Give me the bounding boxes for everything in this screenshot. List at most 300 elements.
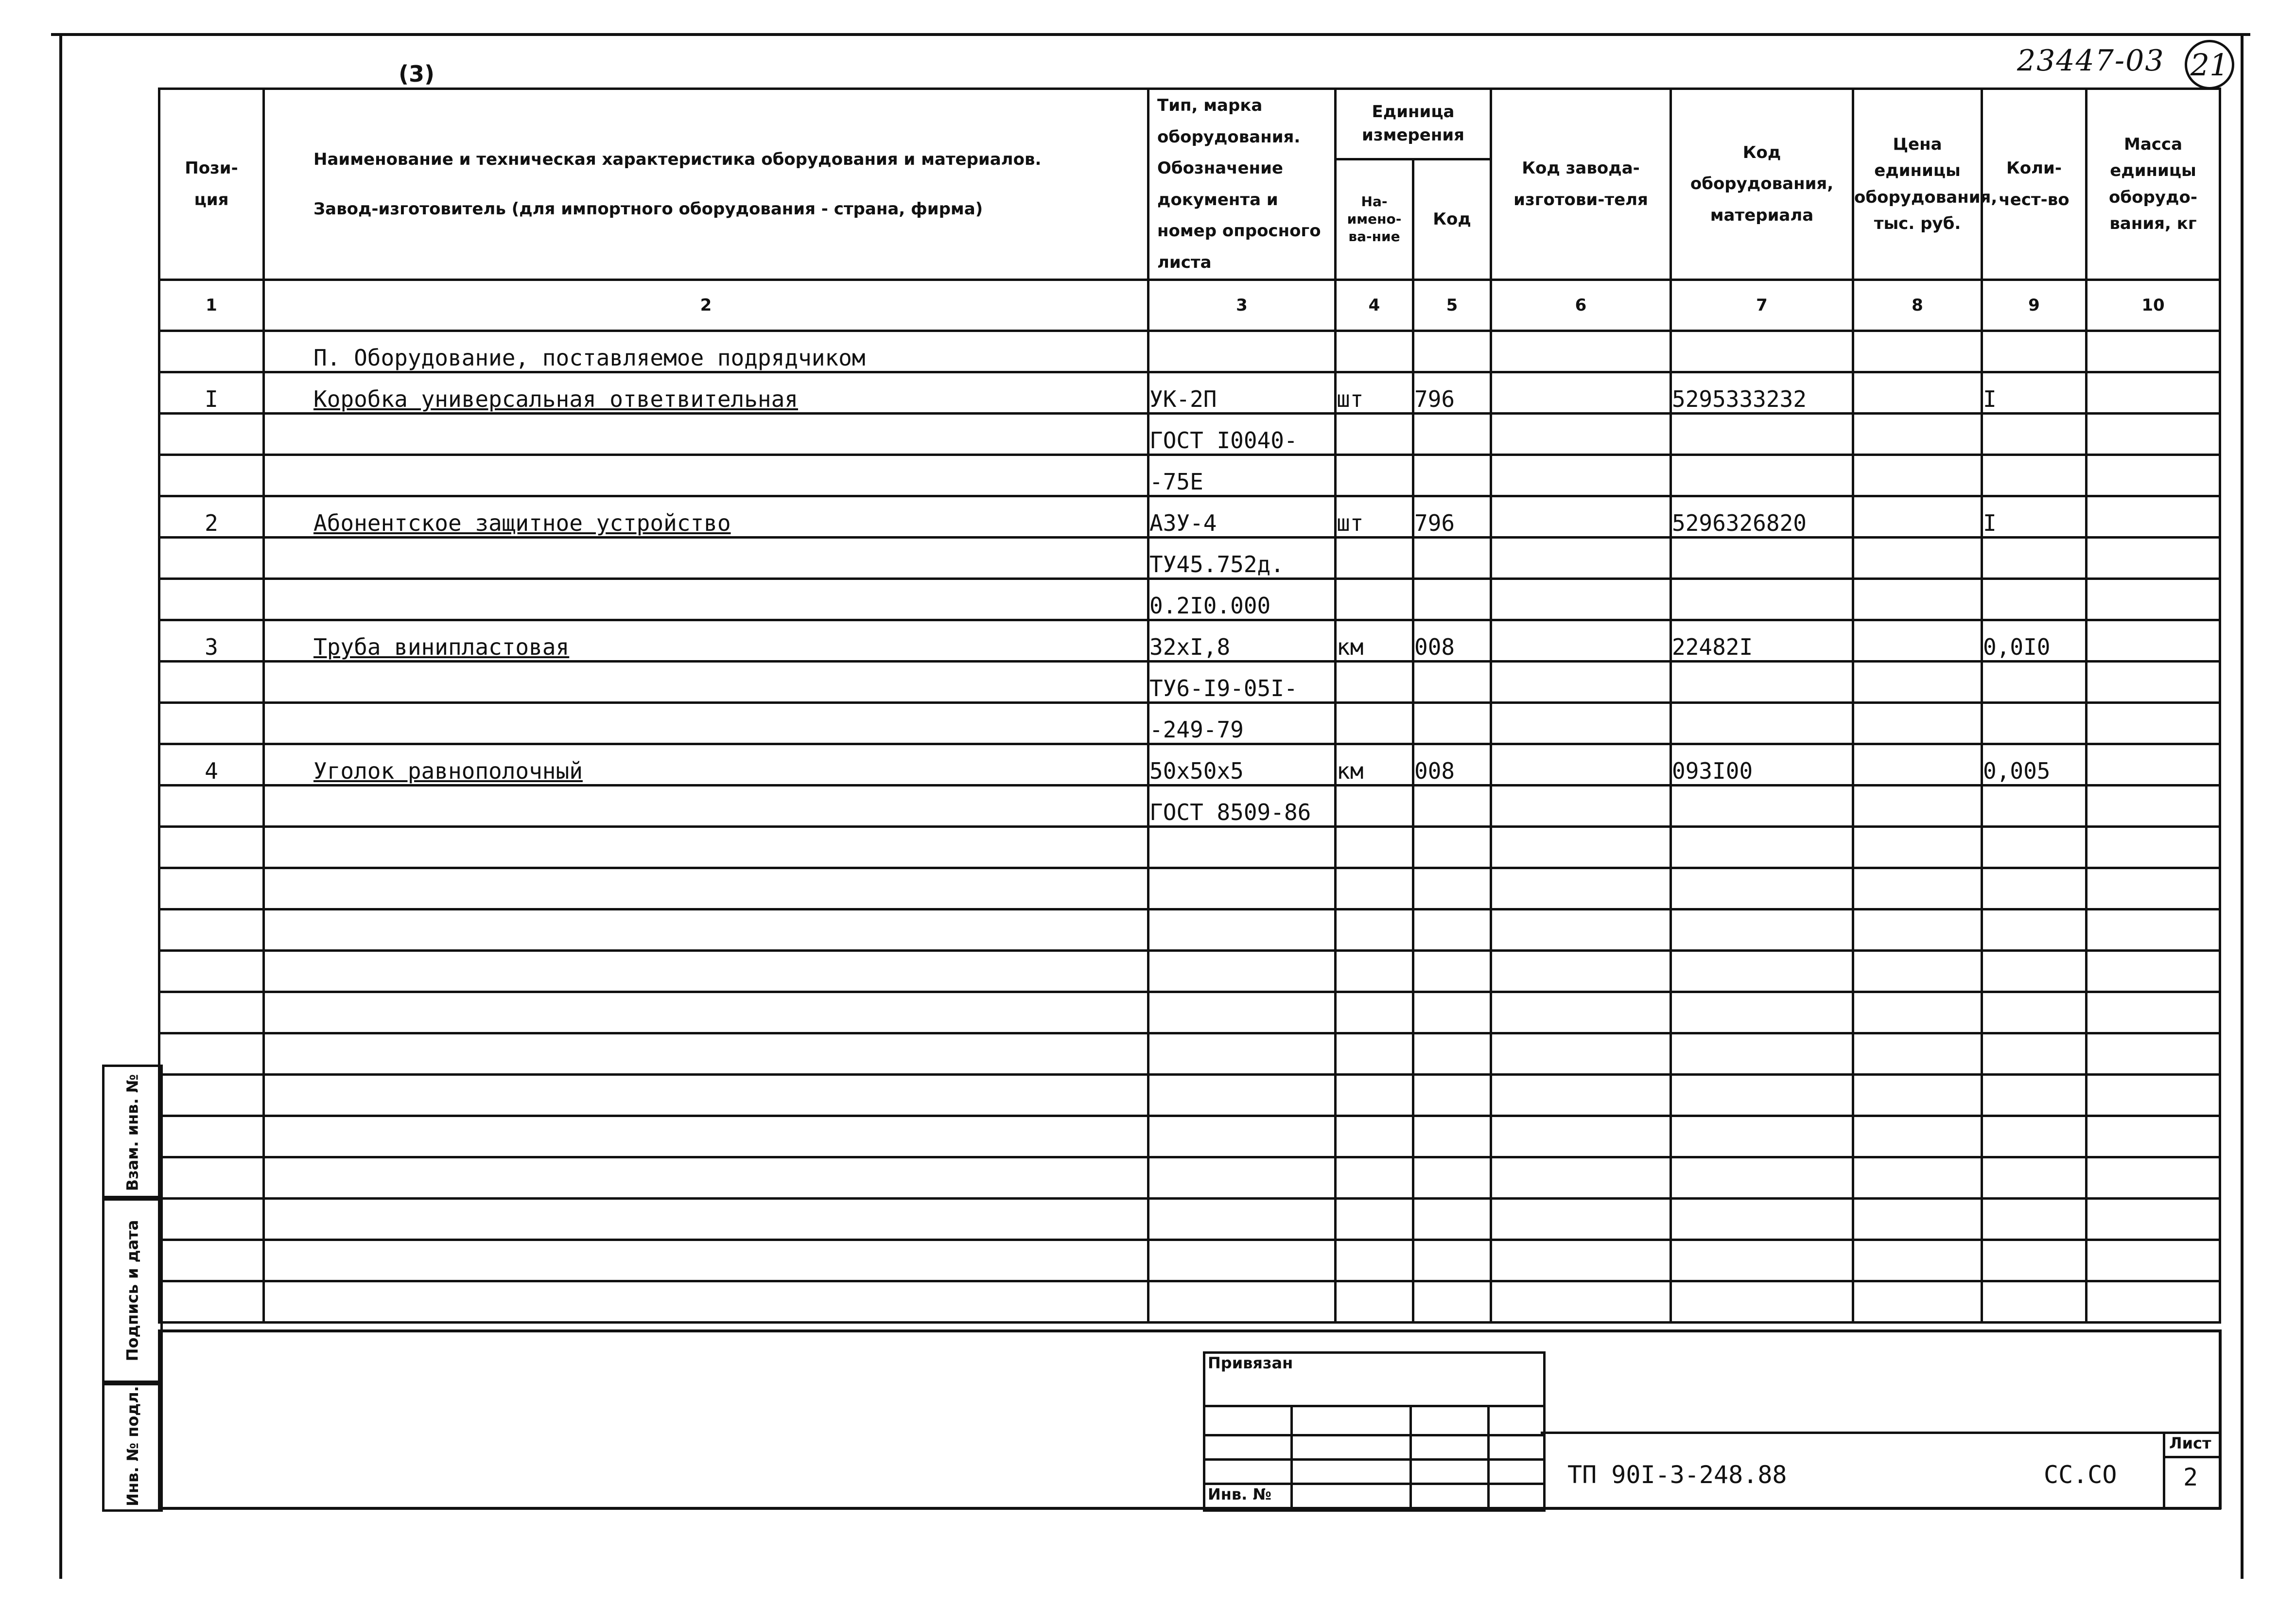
table-row	[159, 744, 2220, 785]
cell-empty	[1491, 992, 1671, 1033]
cell-mass	[2087, 785, 2220, 826]
cell-ucode: 796	[1413, 372, 1491, 413]
cell-empty	[264, 1033, 1148, 1074]
empty-row	[159, 868, 2220, 909]
cell-empty	[1336, 992, 1413, 1033]
col-header-unit-code: Код	[1413, 159, 1491, 280]
cell-mass	[2087, 331, 2220, 372]
cell-type: УК-2П	[1148, 372, 1336, 413]
bottom-block-right	[2219, 1329, 2222, 1509]
cell-mfr	[1491, 578, 1671, 620]
cell-type: АЗУ-4	[1148, 496, 1336, 537]
table-row	[159, 454, 2220, 496]
cell-empty	[159, 992, 264, 1033]
cell-price	[1853, 331, 1982, 372]
empty-row	[159, 1198, 2220, 1240]
cell-empty	[1853, 1074, 1982, 1116]
cell-ucode	[1413, 702, 1491, 744]
cell-code	[1671, 413, 1853, 454]
cell-qty	[1982, 413, 2087, 454]
cell-empty	[1982, 1033, 2087, 1074]
cell-empty	[2087, 826, 2220, 868]
cell-empty	[1491, 1116, 1671, 1157]
cell-empty	[159, 1116, 264, 1157]
cell-code	[1671, 537, 1853, 578]
cell-type: -249-79	[1148, 702, 1336, 744]
cell-unit	[1336, 454, 1413, 496]
table-row	[159, 578, 2220, 620]
cell-empty	[1671, 909, 1853, 950]
cell-type	[1148, 331, 1336, 372]
cell-ucode	[1413, 661, 1491, 702]
cell-empty	[1671, 1074, 1853, 1116]
cell-code	[1671, 331, 1853, 372]
cell-empty	[1413, 992, 1491, 1033]
stamp-signature-date: Подпись и дата	[102, 1196, 163, 1385]
cell-type: 0.2I0.000	[1148, 578, 1336, 620]
cell-empty	[1982, 992, 2087, 1033]
cell-pos	[159, 702, 264, 744]
column-number: 7	[1671, 280, 1853, 331]
cell-ucode	[1413, 785, 1491, 826]
cell-unit: км	[1336, 744, 1413, 785]
bottom-block-left	[158, 1329, 161, 1509]
cell-empty	[1982, 868, 2087, 909]
cell-price	[1853, 744, 1982, 785]
cell-empty	[1413, 1240, 1491, 1281]
cell-empty	[1413, 868, 1491, 909]
cell-type: ГОСТ 8509-86	[1148, 785, 1336, 826]
binding-vline-1	[1290, 1405, 1293, 1507]
cell-ucode: 008	[1413, 620, 1491, 661]
cell-empty	[1148, 1157, 1336, 1198]
cell-empty	[1671, 1281, 1853, 1322]
binding-vline-3	[1487, 1405, 1490, 1507]
cell-code	[1671, 702, 1853, 744]
cell-ucode	[1413, 537, 1491, 578]
cell-empty	[1336, 1240, 1413, 1281]
cell-empty	[1982, 1157, 2087, 1198]
col-header-name: Наименование и техническая характеристика оборудования и материалов. Завод-изготовитель (для импортного оборудования - страна, фирма)	[264, 89, 1148, 280]
cell-price	[1853, 537, 1982, 578]
cell-empty	[1413, 1116, 1491, 1157]
cell-empty	[1853, 1240, 1982, 1281]
cell-empty	[159, 1074, 264, 1116]
cell-empty	[1336, 1116, 1413, 1157]
cell-pos	[159, 537, 264, 578]
frame-left	[59, 33, 62, 1579]
cell-name	[264, 454, 1148, 496]
empty-row	[159, 1116, 2220, 1157]
cell-unit	[1336, 413, 1413, 454]
cell-mass	[2087, 537, 2220, 578]
sheet-number: 2	[2183, 1463, 2198, 1491]
cell-mass	[2087, 578, 2220, 620]
cell-qty: 0,005	[1982, 744, 2087, 785]
cell-empty	[1336, 1198, 1413, 1240]
table-row	[159, 496, 2220, 537]
col-header-quantity: Коли-чест-во	[1982, 89, 2087, 280]
cell-empty	[264, 868, 1148, 909]
cell-ucode	[1413, 454, 1491, 496]
cell-empty	[2087, 1074, 2220, 1116]
sheet-label: Лист	[2169, 1434, 2211, 1452]
col-header-position: Пози- ция	[159, 89, 264, 280]
cell-empty	[1491, 1281, 1671, 1322]
cell-empty	[1336, 1033, 1413, 1074]
cell-empty	[1853, 1281, 1982, 1322]
cell-code	[1671, 661, 1853, 702]
cell-empty	[2087, 909, 2220, 950]
cell-code	[1671, 578, 1853, 620]
cell-empty	[264, 1198, 1148, 1240]
empty-row	[159, 1074, 2220, 1116]
document-code: СС.СО	[2044, 1461, 2117, 1489]
designation-top	[1541, 1432, 2221, 1434]
cell-price	[1853, 785, 1982, 826]
cell-unit	[1336, 661, 1413, 702]
cell-empty	[2087, 992, 2220, 1033]
cell-mfr	[1491, 744, 1671, 785]
cell-empty	[264, 950, 1148, 992]
cell-empty	[1413, 1198, 1491, 1240]
cell-empty	[1853, 826, 1982, 868]
cell-empty	[159, 1240, 264, 1281]
cell-qty: I	[1982, 496, 2087, 537]
cell-mass	[2087, 620, 2220, 661]
cell-empty	[2087, 950, 2220, 992]
cell-pos: 4	[159, 744, 264, 785]
cell-empty	[264, 1281, 1148, 1322]
cell-type: ГОСТ I0040-	[1148, 413, 1336, 454]
cell-empty	[1336, 909, 1413, 950]
table-row	[159, 785, 2220, 826]
cell-price	[1853, 372, 1982, 413]
cell-code: 5296326820	[1671, 496, 1853, 537]
col-header-unit: Единица измерения	[1336, 89, 1491, 159]
cell-type: -75Е	[1148, 454, 1336, 496]
cell-unit	[1336, 537, 1413, 578]
cell-empty	[1491, 950, 1671, 992]
cell-empty	[1853, 1116, 1982, 1157]
cell-empty	[1336, 950, 1413, 992]
header-row	[159, 89, 2220, 159]
cell-empty	[159, 1198, 264, 1240]
cell-unit	[1336, 785, 1413, 826]
cell-unit	[1336, 702, 1413, 744]
empty-row	[159, 826, 2220, 868]
cell-pos	[159, 454, 264, 496]
cell-pos	[159, 331, 264, 372]
cell-empty	[264, 826, 1148, 868]
cell-empty	[1336, 1074, 1413, 1116]
cell-mfr	[1491, 496, 1671, 537]
cell-empty	[1853, 909, 1982, 950]
table-row	[159, 331, 2220, 372]
column-number: 8	[1853, 280, 1982, 331]
cell-mfr	[1491, 661, 1671, 702]
table-row	[159, 372, 2220, 413]
cell-empty	[1148, 868, 1336, 909]
cell-qty: I	[1982, 372, 2087, 413]
empty-row	[159, 1033, 2220, 1074]
cell-empty	[1982, 909, 2087, 950]
bound-label: Привязан	[1208, 1354, 1293, 1372]
cell-empty	[1671, 992, 1853, 1033]
cell-price	[1853, 661, 1982, 702]
cell-empty	[1982, 1074, 2087, 1116]
cell-mass	[2087, 702, 2220, 744]
cell-name: Коробка универсальная ответвительная	[264, 372, 1148, 413]
cell-code: 5295333232	[1671, 372, 1853, 413]
cell-name	[264, 702, 1148, 744]
cell-empty	[1336, 1281, 1413, 1322]
cell-pos	[159, 413, 264, 454]
table-row	[159, 413, 2220, 454]
inv-label: Инв. №	[1208, 1485, 1271, 1503]
cell-qty	[1982, 785, 2087, 826]
cell-name: П. Оборудование, поставляемое подрядчиком	[264, 331, 1148, 372]
cell-ucode: 796	[1413, 496, 1491, 537]
cell-empty	[1413, 1281, 1491, 1322]
cell-mass	[2087, 661, 2220, 702]
cell-ucode	[1413, 331, 1491, 372]
cell-empty	[159, 868, 264, 909]
cell-ucode	[1413, 578, 1491, 620]
cell-pos	[159, 578, 264, 620]
cell-mfr	[1491, 785, 1671, 826]
cell-unit	[1336, 331, 1413, 372]
cell-mfr	[1491, 331, 1671, 372]
cell-empty	[1982, 1281, 2087, 1322]
cell-empty	[2087, 1116, 2220, 1157]
cell-type: ТУ45.752д.	[1148, 537, 1336, 578]
column-number: 6	[1491, 280, 1671, 331]
cell-unit: км	[1336, 620, 1413, 661]
col-header-unit-name: На-имено-ва-ние	[1336, 159, 1413, 280]
cell-empty	[1671, 1198, 1853, 1240]
col-header-mass: Масса единицы оборудо-вания, кг	[2087, 89, 2220, 280]
cell-name: Абонентское защитное устройство	[264, 496, 1148, 537]
cell-empty	[1982, 1240, 2087, 1281]
cell-empty	[1413, 1157, 1491, 1198]
cell-empty	[159, 826, 264, 868]
cell-empty	[1491, 1240, 1671, 1281]
cell-empty	[1671, 1157, 1853, 1198]
column-number: 1	[159, 280, 264, 331]
cell-price	[1853, 413, 1982, 454]
cell-empty	[1413, 1074, 1491, 1116]
cell-empty	[1853, 992, 1982, 1033]
cell-empty	[159, 909, 264, 950]
bottom-block-top	[158, 1329, 2221, 1332]
cell-empty	[1853, 950, 1982, 992]
empty-row	[159, 909, 2220, 950]
cell-qty	[1982, 537, 2087, 578]
cell-price	[1853, 496, 1982, 537]
cell-unit	[1336, 578, 1413, 620]
cell-type: 50х50х5	[1148, 744, 1336, 785]
col-header-type: Тип, марка оборудования. Обозначение документа и номер опросного листа	[1148, 89, 1336, 280]
cell-price	[1853, 454, 1982, 496]
cell-unit: шт	[1336, 496, 1413, 537]
cell-qty	[1982, 578, 2087, 620]
col-header-manufacturer-code: Код заводa-изготови-теля	[1491, 89, 1671, 280]
cell-unit: шт	[1336, 372, 1413, 413]
column-number: 9	[1982, 280, 2087, 331]
cell-empty	[1671, 826, 1853, 868]
cell-code	[1671, 785, 1853, 826]
cell-empty	[1671, 868, 1853, 909]
cell-empty	[1413, 826, 1491, 868]
cell-empty	[2087, 1157, 2220, 1198]
cell-empty	[1491, 1033, 1671, 1074]
sheet-box-left	[2163, 1432, 2165, 1509]
cell-pos: I	[159, 372, 264, 413]
cell-empty	[1336, 1157, 1413, 1198]
cell-mfr	[1491, 537, 1671, 578]
sheet-marker: (3)	[399, 61, 435, 87]
binding-line-3	[1203, 1458, 1543, 1461]
column-number: 10	[2087, 280, 2220, 331]
cell-ucode: 008	[1413, 744, 1491, 785]
empty-row	[159, 950, 2220, 992]
cell-name: Труба винипластовая	[264, 620, 1148, 661]
cell-mfr	[1491, 454, 1671, 496]
cell-empty	[1148, 950, 1336, 992]
cell-empty	[2087, 1198, 2220, 1240]
cell-empty	[159, 1157, 264, 1198]
column-number: 2	[264, 280, 1148, 331]
cell-mfr	[1491, 413, 1671, 454]
cell-empty	[1982, 1116, 2087, 1157]
empty-row	[159, 1157, 2220, 1198]
cell-empty	[159, 1033, 264, 1074]
cell-name	[264, 661, 1148, 702]
cell-empty	[1853, 1198, 1982, 1240]
cell-empty	[1148, 992, 1336, 1033]
cell-mfr	[1491, 620, 1671, 661]
cell-empty	[1982, 950, 2087, 992]
document-designation: ТП 90I-3-248.88	[1567, 1461, 1787, 1489]
cell-empty	[1671, 950, 1853, 992]
cell-empty	[1853, 1033, 1982, 1074]
cell-empty	[2087, 1281, 2220, 1322]
table-row	[159, 661, 2220, 702]
cell-pos	[159, 661, 264, 702]
cell-mass	[2087, 744, 2220, 785]
cell-empty	[1671, 1033, 1853, 1074]
cell-mass	[2087, 496, 2220, 537]
frame-top	[51, 33, 2250, 36]
cell-empty	[1491, 826, 1671, 868]
cell-pos	[159, 785, 264, 826]
empty-row	[159, 1281, 2220, 1322]
cell-empty	[1853, 868, 1982, 909]
cell-empty	[1148, 1074, 1336, 1116]
cell-qty	[1982, 454, 2087, 496]
stamp-replacement-inv: Взам. инв. №	[102, 1065, 163, 1201]
cell-empty	[1148, 909, 1336, 950]
cell-price	[1853, 702, 1982, 744]
binding-vline-2	[1409, 1405, 1412, 1507]
cell-empty	[1148, 1198, 1336, 1240]
cell-name: Уголок равнополочный	[264, 744, 1148, 785]
cell-code: 22482I	[1671, 620, 1853, 661]
document-number: 23447-03	[2017, 44, 2165, 78]
table-row	[159, 537, 2220, 578]
stamp-original-inv: Инв. № подл.	[102, 1381, 163, 1512]
cell-empty	[159, 950, 264, 992]
cell-empty	[1671, 1240, 1853, 1281]
cell-qty: 0,0I0	[1982, 620, 2087, 661]
cell-price	[1853, 620, 1982, 661]
cell-empty	[264, 1240, 1148, 1281]
cell-code: 093I00	[1671, 744, 1853, 785]
cell-empty	[1148, 1116, 1336, 1157]
cell-qty	[1982, 661, 2087, 702]
cell-mfr	[1491, 372, 1671, 413]
cell-empty	[1491, 1074, 1671, 1116]
cell-empty	[1336, 868, 1413, 909]
cell-empty	[1148, 826, 1336, 868]
empty-row	[159, 992, 2220, 1033]
specification-table	[158, 87, 2221, 1324]
column-number-row	[159, 280, 2220, 331]
cell-empty	[1671, 1116, 1853, 1157]
table-row	[159, 620, 2220, 661]
frame-right	[2241, 33, 2244, 1579]
cell-empty	[2087, 868, 2220, 909]
cell-empty	[1413, 1033, 1491, 1074]
cell-type: ТУ6-I9-05I-	[1148, 661, 1336, 702]
cell-empty	[1853, 1157, 1982, 1198]
col-header-price: Цена единицы оборудования, тыс. руб.	[1853, 89, 1982, 280]
cell-mass	[2087, 454, 2220, 496]
bottom-block-bottom	[158, 1507, 2221, 1510]
cell-empty	[264, 1116, 1148, 1157]
sheet-box-divider	[2163, 1456, 2221, 1458]
cell-empty	[1148, 1033, 1336, 1074]
column-number: 3	[1148, 280, 1336, 331]
column-number: 4	[1336, 280, 1413, 331]
cell-empty	[264, 992, 1148, 1033]
sheet-number-circle: 21	[2185, 40, 2234, 89]
cell-type: 32хI,8	[1148, 620, 1336, 661]
cell-empty	[264, 1157, 1148, 1198]
table-row	[159, 702, 2220, 744]
cell-name	[264, 785, 1148, 826]
cell-empty	[1491, 909, 1671, 950]
cell-mass	[2087, 413, 2220, 454]
cell-mfr	[1491, 702, 1671, 744]
empty-row	[159, 1240, 2220, 1281]
cell-empty	[2087, 1240, 2220, 1281]
cell-empty	[159, 1281, 264, 1322]
cell-name	[264, 413, 1148, 454]
cell-empty	[264, 1074, 1148, 1116]
cell-price	[1853, 578, 1982, 620]
cell-empty	[1491, 1198, 1671, 1240]
cell-empty	[1413, 950, 1491, 992]
cell-name	[264, 537, 1148, 578]
cell-empty	[1148, 1240, 1336, 1281]
cell-empty	[264, 909, 1148, 950]
binding-line-2	[1203, 1434, 1543, 1436]
column-number: 5	[1413, 280, 1491, 331]
cell-empty	[1491, 1157, 1671, 1198]
cell-qty	[1982, 702, 2087, 744]
